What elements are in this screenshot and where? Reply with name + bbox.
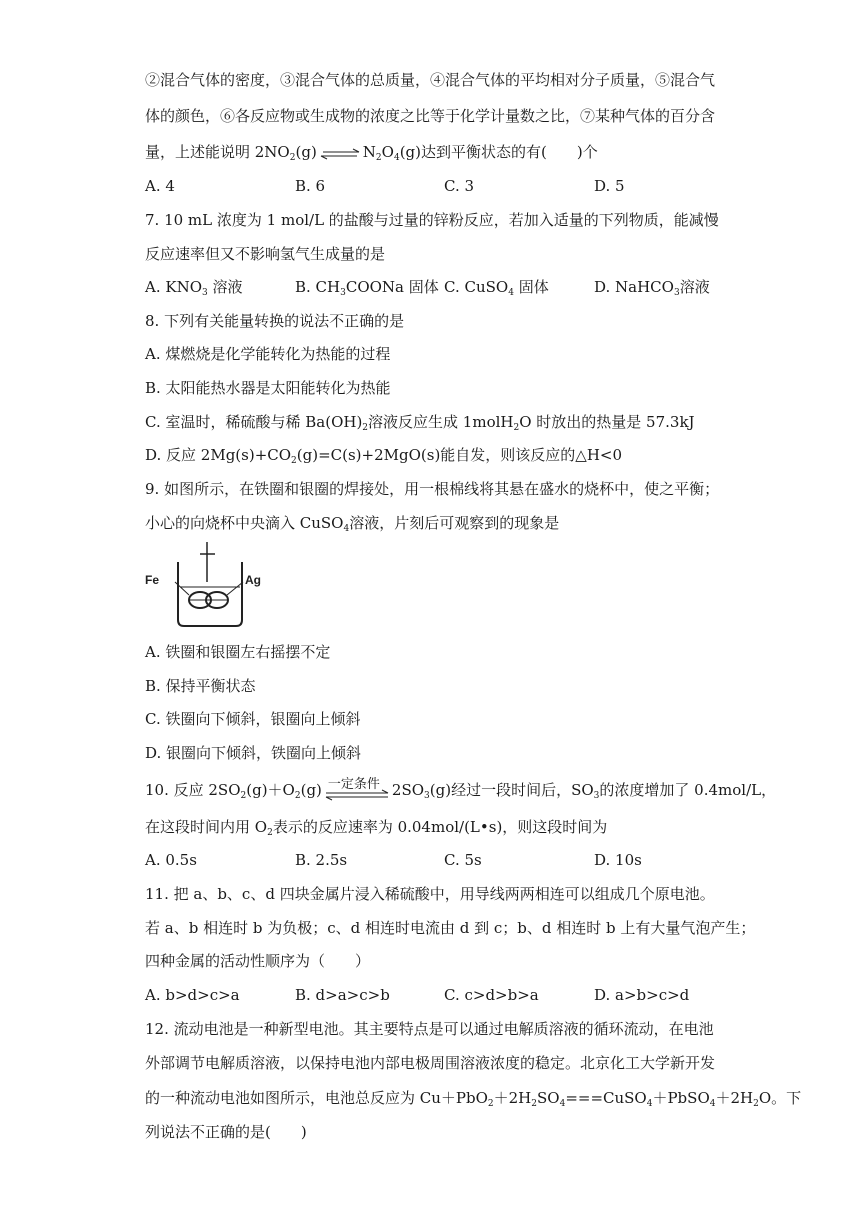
fe-label: Fe [145, 573, 160, 587]
q11-line-2: 若 a、b 相连时 b 为负极；c、d 相连时电流由 d 到 c；b、d 相连时 b 上有大量气泡产生； [145, 919, 756, 937]
q9-option-c[interactable]: C. 铁圈向下倾斜，银圈向上倾斜 [145, 710, 361, 728]
q8-option-c[interactable]: C. 室温时，稀硫酸与稀 $Ba(OH)_2$溶液反应生成 1molH$_2$O 时放出的热量是 57.3kJ [145, 413, 695, 433]
q11-option-b[interactable]: B. d>a>c>b [295, 986, 390, 1004]
q8-stem: 8. 下列有关能量转换的说法不正确的是 [145, 312, 405, 330]
q8-option-b[interactable]: B. 太阳能热水器是太阳能转化为热能 [145, 379, 391, 397]
q8-option-a[interactable]: A. 煤燃烧是化学能转化为热能的过程 [145, 345, 391, 363]
condition-arrow-icon: 一定条件 [322, 781, 392, 801]
q6-option-d[interactable]: D. 5 [594, 177, 625, 195]
q7-line-2: 反应速率但又不影响氢气生成量的是 [145, 245, 386, 263]
ag-label: Ag [245, 573, 261, 587]
q10-line-1: 10. 反应 $2SO_2(g)+O_2(g)$ 一定条件 $2SO_3(g)$经过一段时间后，$SO_3$的浓度增加了 0.4mol/L， [145, 777, 777, 801]
q11-option-c[interactable]: C. c>d>b>a [444, 986, 539, 1004]
q12-line-3: 的一种流动电池如图所示，电池总反应为 $Cu+PbO_2+2H_2SO_4===CuSO_4+PbSO_4+2H_2O$。下 [145, 1089, 802, 1109]
equilibrium-arrow-icon [317, 146, 363, 160]
q7-option-a[interactable]: A. $KNO_3$ 溶液 [145, 278, 243, 298]
q6-option-a[interactable]: A. 4 [145, 177, 175, 195]
q10-option-a[interactable]: A. 0.5s [145, 851, 197, 869]
q7-line-1: 7. 10 mL 浓度为 1 mol/L 的盐酸与过量的锌粉反应，若加入适量的下列物质，能减慢 [145, 211, 719, 229]
q7-option-c[interactable]: C. CuSO$_4$ 固体 [444, 278, 549, 298]
q6-line-3: 量，上述能说明 $2NO_2(g)$ $N_2O_4(g)$达到平衡状态的有( )个 [145, 143, 598, 163]
q11-line-3: 四种金属的活动性顺序为（ ） [145, 952, 371, 970]
q10-option-d[interactable]: D. 10s [594, 851, 642, 869]
q12-line-1: 12. 流动电池是一种新型电池。其主要特点是可以通过电解质溶液的循环流动，在电池 [145, 1020, 714, 1038]
q8-option-d[interactable]: D. 反应 $2Mg(s)+CO_2(g)=C(s)+2MgO(s)$能自发，则该反应的△H<0 [145, 446, 623, 466]
q9-line-2: 小心的向烧杯中央滴入 CuSO$_4$溶液，片刻后可观察到的现象是 [145, 514, 560, 534]
q12-line-2: 外部调节电解质溶液，以保持电池内部电极周围溶液浓度的稳定。北京化工大学新开发 [145, 1054, 716, 1072]
q9-option-a[interactable]: A. 铁圈和银圈左右摇摆不定 [145, 643, 331, 661]
q6-line-2: 体的颜色，⑥各反应物或生成物的浓度之比等于化学计量数之比，⑦某种气体的百分含 [145, 107, 716, 125]
q10-option-c[interactable]: C. 5s [444, 851, 482, 869]
q9-option-d[interactable]: D. 银圈向下倾斜，铁圈向上倾斜 [145, 744, 362, 762]
beaker-figure [145, 540, 265, 630]
q12-line-4: 列说法不正确的是( ) [145, 1123, 307, 1141]
q6-option-b[interactable]: B. 6 [295, 177, 326, 195]
q10-line-2: 在这段时间内用 $O_2$表示的反应速率为 0.04mol/(L•s)，则这段时间为 [145, 818, 608, 838]
q10-option-b[interactable]: B. 2.5s [295, 851, 348, 869]
q7-option-b[interactable]: B. $CH_3COONa$ 固体 [295, 278, 439, 298]
q6-line-1: ②混合气体的密度，③混合气体的总质量，④混合气体的平均相对分子质量，⑤混合气 [145, 71, 716, 89]
q11-option-d[interactable]: D. a>b>c>d [594, 986, 690, 1004]
q11-option-a[interactable]: A. b>d>c>a [145, 986, 240, 1004]
q6-option-c[interactable]: C. 3 [444, 177, 475, 195]
q11-line-1: 11. 把 a、b、c、d 四块金属片浸入稀硫酸中，用导线两两相连可以组成几个原电池。 [145, 885, 715, 903]
q7-option-d[interactable]: D. NaHCO$_3$溶液 [594, 278, 710, 298]
q9-option-b[interactable]: B. 保持平衡状态 [145, 677, 256, 695]
q9-line-1: 9. 如图所示，在铁圈和银圈的焊接处，用一根棉线将其悬在盛水的烧杯中，使之平衡； [145, 480, 720, 498]
